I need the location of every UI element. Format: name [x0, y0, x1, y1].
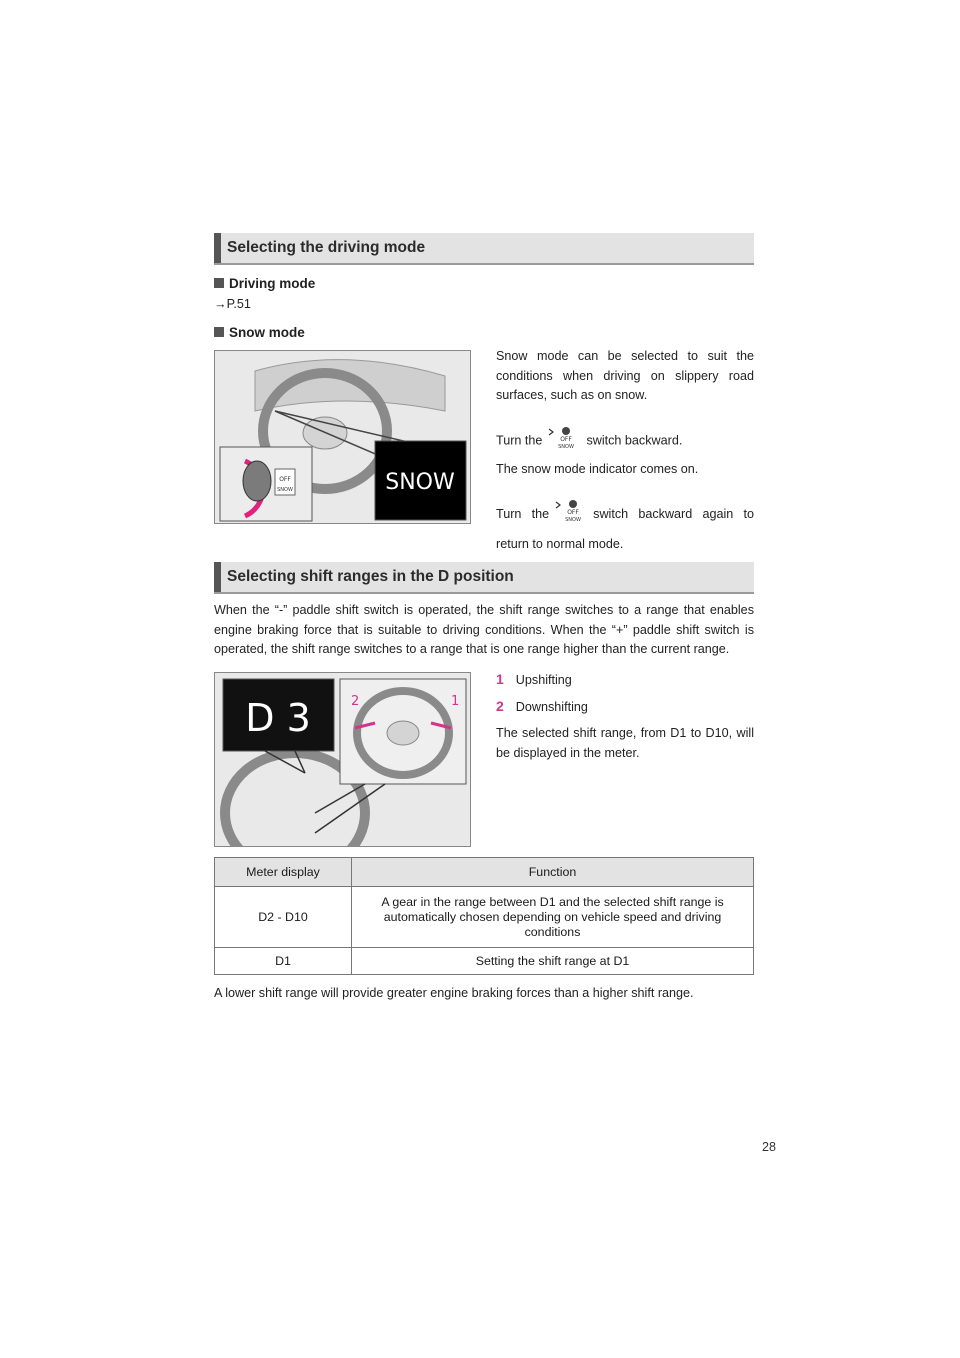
- snow-indicator-note: The snow mode indicator comes on.: [496, 462, 699, 476]
- table-row: [215, 887, 754, 948]
- snow-mode-step-turn: Turn the OFF SNOW switch backward.: [496, 425, 754, 457]
- table-cell: D2 - D10: [215, 887, 352, 948]
- table-header-function: Function: [352, 858, 754, 887]
- section-header-driving-mode: [214, 233, 754, 265]
- svg-text:OFF: OFF: [279, 476, 291, 483]
- table-cell: D1: [215, 948, 352, 975]
- snow-mode-figure: [214, 350, 471, 524]
- shift-range-table: [214, 857, 754, 975]
- section-header-shift-ranges: [214, 562, 754, 594]
- snow-switch-icon: [553, 498, 589, 531]
- steering-wheel-illustration: [215, 351, 471, 524]
- driving-mode-ref[interactable]: →P.51: [214, 297, 251, 311]
- square-bullet-icon: [214, 278, 224, 288]
- svg-text:SNOW: SNOW: [277, 487, 293, 493]
- table-row: [215, 948, 754, 975]
- square-bullet-icon: [214, 327, 224, 337]
- table-header-meter: Meter display: [215, 858, 352, 887]
- table-cell: Setting the shift range at D1: [352, 948, 754, 975]
- shift-range-footnote: A lower shift range will provide greater engine braking forces than a higher shift range.: [214, 986, 694, 1000]
- snow-mode-description: Snow mode can be selected to suit the conditions when driving on slippery road surfaces, such as on snow.: [496, 349, 754, 402]
- svg-text:SNOW: SNOW: [558, 444, 575, 449]
- driving-mode-heading: Driving mode: [214, 276, 315, 291]
- callout-2: 2: [351, 694, 360, 709]
- section-title: Selecting shift ranges in the D position: [227, 568, 514, 585]
- snow-switch-icon: [546, 425, 582, 457]
- snow-indicator-label: SNOW: [385, 470, 455, 495]
- section-title: Selecting the driving mode: [227, 239, 426, 256]
- header-bar: [214, 233, 221, 263]
- svg-text:SNOW: SNOW: [565, 517, 582, 522]
- svg-text:OFF: OFF: [560, 436, 573, 443]
- snow-mode-step-return: Turn the OFF SNOW switch backward again to return to normal mode.: [496, 498, 754, 557]
- page-number: 28: [762, 1140, 776, 1154]
- shift-ranges-intro: When the “-” paddle shift switch is operated, the shift range switches to a range that enables engine braking force that is suitable to driving conditions. When the “+” paddle shift switch is operated, the shift range switches to a range that is one range higher than the current range.: [214, 603, 754, 656]
- callout-1: 1: [451, 694, 460, 709]
- header-bar: [214, 562, 221, 592]
- svg-text:OFF: OFF: [567, 509, 579, 516]
- shift-display-note: The selected shift range, from D1 to D10, will be displayed in the meter.: [496, 726, 754, 760]
- table-cell: A gear in the range between D1 and the selected shift range is automatically chosen depending on vehicle speed and driving conditions: [352, 887, 754, 948]
- meter-display-text: D 3: [245, 696, 311, 740]
- shift-item-1: 1 Upshifting: [496, 671, 572, 687]
- paddle-shift-figure: [214, 672, 471, 847]
- snow-mode-heading: Snow mode: [214, 325, 305, 340]
- table-header-row: [215, 858, 754, 887]
- shift-item-2: 2 Downshifting: [496, 698, 588, 714]
